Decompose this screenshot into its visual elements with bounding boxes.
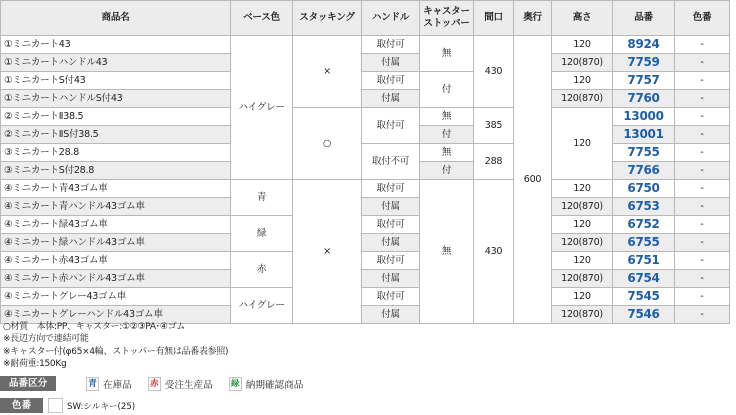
product-name: ③ミニカート28.8 [1, 144, 231, 162]
note-material: ○材質 本体:PP、キャスター:①②③PA･④ゴム [3, 322, 186, 332]
header-height: 高さ [552, 1, 613, 36]
caster-cell: 無 [420, 144, 474, 162]
color-code-cell: - [675, 72, 730, 90]
height-cell: 120 [552, 288, 613, 306]
product-name: ④ミニカートグレー43ゴム車 [1, 288, 231, 306]
product-code: 7757 [613, 72, 675, 90]
product-code: 7755 [613, 144, 675, 162]
table-row [1, 72, 730, 90]
handle-cell: 付属 [362, 90, 420, 108]
product-name: ③ミニカートS付28.8 [1, 162, 231, 180]
legend-item-stock [86, 377, 132, 391]
header-color-code: 色番 [675, 1, 730, 36]
height-cell: 120 [552, 252, 613, 270]
handle-cell: 取付可 [362, 216, 420, 234]
product-code: 7546 [613, 306, 675, 324]
handle-cell: 取付可 [362, 252, 420, 270]
header-handle: ハンドル [362, 1, 420, 36]
green-chip-icon: 緑 [229, 377, 242, 391]
table-row [1, 270, 730, 288]
product-name: ④ミニカート緑43ゴム車 [1, 216, 231, 234]
header-frontage: 間口 [474, 1, 514, 36]
product-code: 6751 [613, 252, 675, 270]
note-caster: ※キャスター付(φ65×4輪、ストッパー有無は品番表参照) [3, 346, 229, 357]
product-code: 13001 [613, 126, 675, 144]
stacking-cell: × [293, 36, 362, 108]
caster-cell: 無 [420, 108, 474, 126]
color-code-cell: - [675, 216, 730, 234]
height-cell: 120(870) [552, 198, 613, 216]
product-name: ④ミニカート赤ハンドル43ゴム車 [1, 270, 231, 288]
height-cell: 120 [552, 36, 613, 54]
handle-cell: 取付可 [362, 36, 420, 54]
header-caster-line2: ストッパー [423, 18, 470, 29]
table-row [1, 198, 730, 216]
legend-color-value: SW:シルキー(25) [67, 401, 136, 412]
table-row [1, 54, 730, 72]
color-code-cell: - [675, 36, 730, 54]
color-code-cell: - [675, 252, 730, 270]
table-row [1, 36, 730, 54]
table-row [1, 108, 730, 126]
product-code: 6755 [613, 234, 675, 252]
base-color-cell: 赤 [231, 252, 293, 288]
note-connection: ※長辺方向で連結可能 [3, 334, 89, 345]
caster-cell: 付 [420, 162, 474, 180]
handle-cell: 付属 [362, 234, 420, 252]
product-name: ②ミニカートⅡ38.5 [1, 108, 231, 126]
legend-category-row [0, 376, 319, 391]
product-name: ④ミニカートグレーハンドル43ゴム車 [1, 306, 231, 324]
handle-cell: 取付可 [362, 180, 420, 198]
legend-color-row [0, 398, 135, 413]
color-code-cell: - [675, 90, 730, 108]
silky-white-swatch-icon [48, 398, 63, 413]
depth-cell: 600 [514, 36, 552, 324]
header-base-color: ベース色 [231, 1, 293, 36]
header-depth: 奥行 [514, 1, 552, 36]
product-name: ①ミニカートハンドルS付43 [1, 90, 231, 108]
legend-label-order: 受注生産品 [164, 379, 213, 391]
caster-cell: 無 [420, 36, 474, 72]
product-code: 7545 [613, 288, 675, 306]
header-stacking: スタッキング [293, 1, 362, 36]
legend-color-label: 色番 [0, 398, 43, 413]
color-code-cell: - [675, 144, 730, 162]
height-cell: 120 [552, 108, 613, 180]
product-code: 7759 [613, 54, 675, 72]
base-color-cell: 青 [231, 180, 293, 216]
product-code: 7766 [613, 162, 675, 180]
product-name: ④ミニカート赤43ゴム車 [1, 252, 231, 270]
height-cell: 120 [552, 216, 613, 234]
color-code-cell: - [675, 162, 730, 180]
caster-cell: 付 [420, 72, 474, 108]
table-row [1, 144, 730, 162]
color-code-cell: - [675, 198, 730, 216]
product-code: 7760 [613, 90, 675, 108]
height-cell: 120 [552, 72, 613, 90]
product-name: ①ミニカート43 [1, 36, 231, 54]
handle-cell: 付属 [362, 198, 420, 216]
height-cell: 120(870) [552, 270, 613, 288]
product-code: 6753 [613, 198, 675, 216]
handle-cell: 付属 [362, 54, 420, 72]
height-cell: 120(870) [552, 54, 613, 72]
legend-item-order [148, 377, 213, 391]
height-cell: 120(870) [552, 234, 613, 252]
table-row [1, 288, 730, 306]
base-color-cell: 緑 [231, 216, 293, 252]
height-cell: 120(870) [552, 306, 613, 324]
frontage-cell: 288 [474, 144, 514, 180]
table-row [1, 90, 730, 108]
color-code-cell: - [675, 108, 730, 126]
table-row [1, 216, 730, 234]
color-code-cell: - [675, 180, 730, 198]
table-row [1, 180, 730, 198]
handle-cell: 付属 [362, 270, 420, 288]
table-header-row [1, 1, 730, 36]
frontage-cell: 430 [474, 36, 514, 108]
color-code-cell: - [675, 270, 730, 288]
height-cell: 120 [552, 180, 613, 198]
base-color-cell: ハイグレー [231, 36, 293, 180]
product-code: 6750 [613, 180, 675, 198]
caster-cell: 無 [420, 180, 474, 324]
color-code-cell: - [675, 288, 730, 306]
product-name: ④ミニカート青ハンドル43ゴム車 [1, 198, 231, 216]
product-code: 6754 [613, 270, 675, 288]
legend-label-stock: 在庫品 [103, 379, 132, 391]
notes-block [3, 321, 228, 371]
frontage-cell: 385 [474, 108, 514, 144]
color-code-cell: - [675, 234, 730, 252]
handle-cell: 付属 [362, 306, 420, 324]
table-row [1, 252, 730, 270]
table-row [1, 234, 730, 252]
height-cell: 120(870) [552, 90, 613, 108]
legend-category-label: 品番区分 [0, 376, 56, 391]
handle-cell: 取付可 [362, 288, 420, 306]
product-code: 13000 [613, 108, 675, 126]
note-load: ※耐荷重:150Kg [3, 359, 67, 370]
handle-cell: 取付不可 [362, 144, 420, 180]
stacking-cell: ○ [293, 108, 362, 180]
header-name: 商品名 [1, 1, 231, 36]
color-code-cell: - [675, 126, 730, 144]
product-name: ④ミニカート青43ゴム車 [1, 180, 231, 198]
blue-chip-icon: 青 [86, 377, 99, 391]
stacking-cell: × [293, 180, 362, 324]
color-code-cell: - [675, 54, 730, 72]
header-code: 品番 [613, 1, 675, 36]
base-color-cell: ハイグレー [231, 288, 293, 324]
product-name: ②ミニカートⅡS付38.5 [1, 126, 231, 144]
header-caster-line1: キャスター [423, 6, 470, 17]
color-code-cell: - [675, 306, 730, 324]
product-name: ①ミニカートハンドル43 [1, 54, 231, 72]
product-name: ①ミニカートS付43 [1, 72, 231, 90]
legend-item-lead-time [229, 377, 304, 391]
caster-cell: 付 [420, 126, 474, 144]
handle-cell: 取付可 [362, 108, 420, 144]
header-caster-stopper [420, 1, 474, 36]
product-code: 6752 [613, 216, 675, 234]
product-name: ④ミニカート緑ハンドル43ゴム車 [1, 234, 231, 252]
frontage-cell: 430 [474, 180, 514, 324]
red-chip-icon: 赤 [148, 377, 161, 391]
legend-label-lead-time: 納期確認商品 [245, 379, 304, 391]
handle-cell: 取付可 [362, 72, 420, 90]
product-code: 8924 [613, 36, 675, 54]
